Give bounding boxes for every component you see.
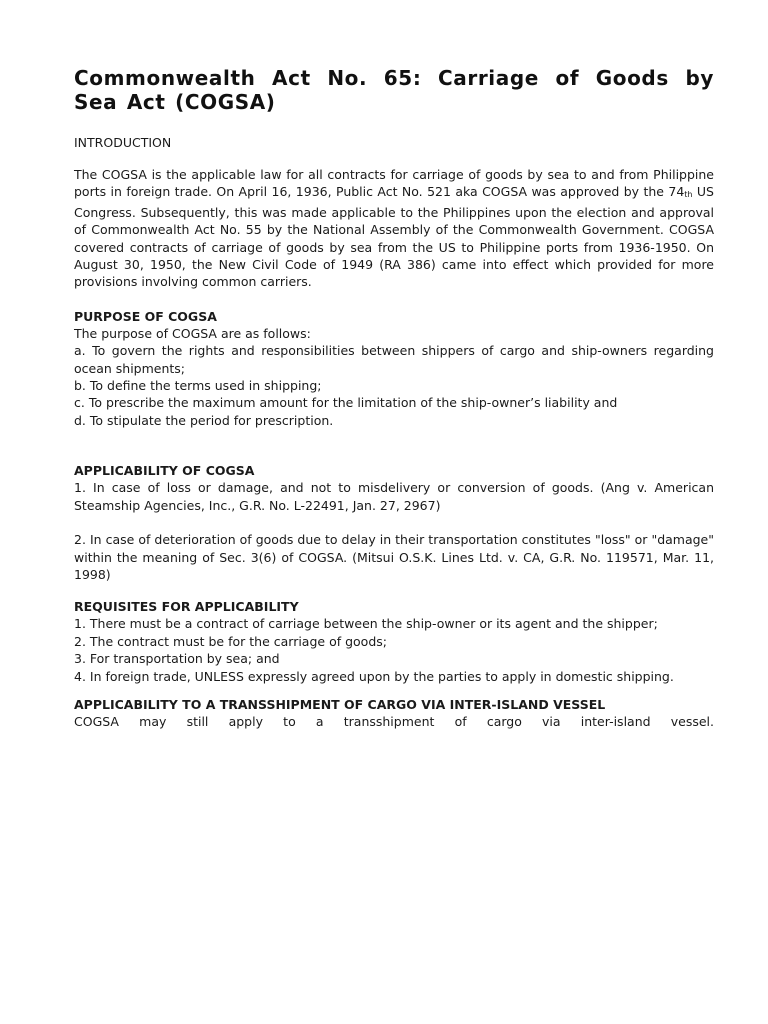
transshipment-heading: APPLICABILITY TO A TRANSSHIPMENT OF CARGO VIA INTER-ISLAND VESSEL	[74, 696, 606, 712]
purpose-lead: The purpose of COGSA are as follows:	[74, 325, 311, 341]
requisite-item-2: 2. The contract must be for the carriage of goods;	[74, 633, 387, 649]
introduction-heading: INTRODUCTION	[74, 135, 172, 150]
document-title: Commonwealth Act No. 65: Carriage of Goods by Sea Act (COGSA)	[74, 66, 714, 114]
purpose-item-b: b. To define the terms used in shipping;	[74, 378, 322, 394]
purpose-item-d: d. To stipulate the period for prescription.	[74, 412, 334, 428]
intro-text-before: The COGSA is the applicable law for all contracts for carriage of goods by sea to and from Philippine ports in foreign trade. On April 16, 1936, Public Act No. 521 aka COGSA was approved by the 74	[74, 167, 714, 200]
applicability-item-2: 2. In case of deterioration of goods due to delay in their transportation constitutes "loss" or "damage" within the meaning of Sec. 3(6) of COGSA. (Mitsui O.S.K. Lines Ltd. v. CA, G.R. No. 119571, Mar. 11, 1998)	[74, 532, 714, 582]
introduction-paragraph	[74, 166, 714, 291]
requisite-item-3: 3. For transportation by sea; and	[74, 651, 280, 667]
purpose-item-a: a. To govern the rights and responsibilities between shippers of cargo and ship-owners regarding ocean shipments;	[74, 343, 714, 376]
applicability-item-1: 1. In case of loss or damage, and not to misdelivery or conversion of goods. (Ang v. American Steamship Agencies, Inc., G.R. No. L-22491, Jan. 27, 2967)	[74, 480, 714, 513]
purpose-heading: PURPOSE OF COGSA	[74, 308, 217, 324]
intro-text-after: US Congress. Subsequently, this was made applicable to the Philippines upon the election and approval of Commonwealth Act No. 55 by the National Assembly of the Commonwealth Government. COGSA covered contracts of carriage of goods by sea from the US to Philippine ports from 1936-1950. On August 30, 1950, the New Civil Code of 1949 (RA 386) came into effect which provided for more provisions involving common carriers.	[74, 184, 714, 290]
purpose-item-c: c. To prescribe the maximum amount for the limitation of the ship-owner’s liability and	[74, 395, 618, 411]
requisite-item-1: 1. There must be a contract of carriage between the ship-owner or its agent and the shipper;	[74, 616, 658, 632]
document-page	[74, 66, 714, 730]
applicability-heading: APPLICABILITY OF COGSA	[74, 463, 255, 479]
transshipment-text: COGSA may still apply to a transshipment of cargo via inter-island vessel.	[74, 713, 714, 729]
ordinal-suffix: th	[684, 190, 693, 200]
requisites-heading: REQUISITES FOR APPLICABILITY	[74, 599, 299, 615]
requisite-item-4: 4. In foreign trade, UNLESS expressly agreed upon by the parties to apply in domestic shipping.	[74, 668, 674, 684]
